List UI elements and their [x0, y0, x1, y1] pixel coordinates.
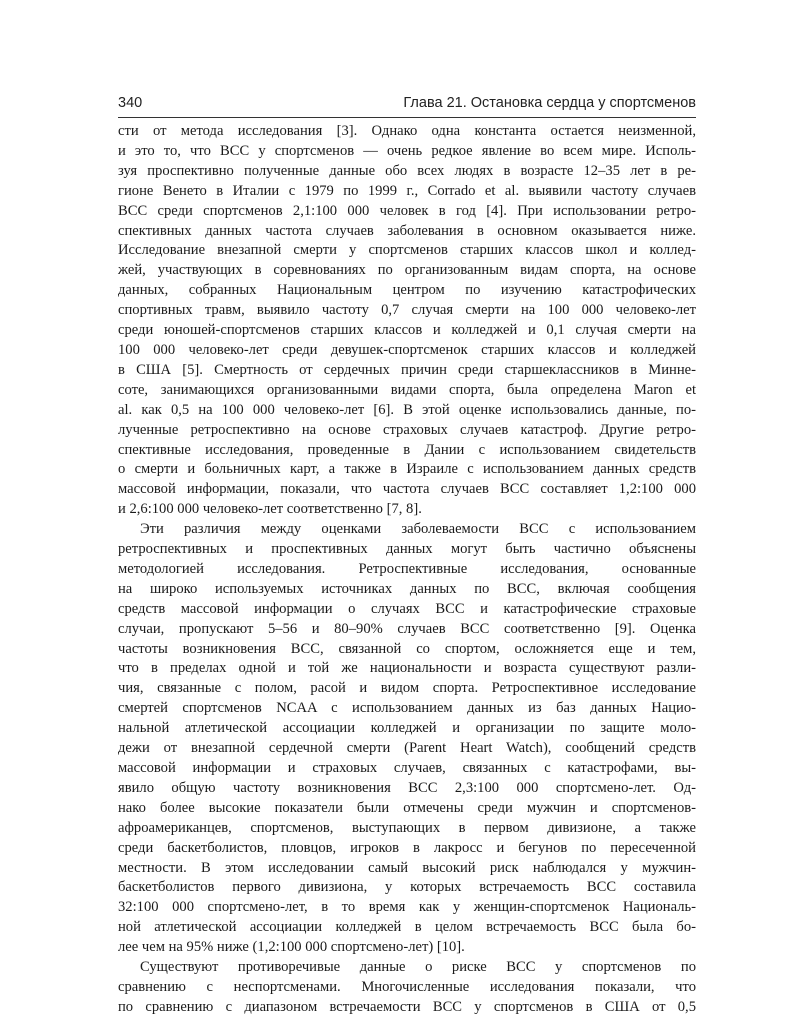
text-line: лее чем на 95% ниже (1,2:100 000 спортсмено-лет) [10]. [118, 939, 465, 956]
text-line: среди юношей-спортсменов старших классов и колледжей и 0,1 случая смерти на [118, 322, 696, 339]
running-header [118, 95, 696, 115]
text-line: среди баскетболистов, пловцов, игроков в лакросс и бегунов по пересеченной [118, 839, 696, 856]
text-line: соте, занимающихся организованными видами спорта, была определена Maron et [118, 381, 696, 398]
text-line: спортивных травм, выявило частоту 0,7 случая смерти на 100 000 человеко-лет [118, 302, 696, 319]
text-line: массовой информации, показали, что частота случаев ВСС составляет 1,2:100 000 [118, 481, 696, 498]
text-line: сравнению с неспортсменами. Многочисленные исследования показали, что [118, 978, 696, 995]
text-line: частоты возникновения ВСС, связанной со спортом, осложняется еще и тем, [118, 640, 696, 657]
text-line: ной атлетической ассоциации колледжей в целом встречаемость ВСС была бо- [118, 919, 696, 936]
text-line: зуя проспективно полученные данные обо всех людях в возрасте 12–35 лет в ре- [118, 162, 696, 179]
text-line: случаи, пропускают 5–56 и 80–90% случаев ВСС соответственно [9]. Оценка [118, 620, 696, 637]
text-line: массовой информации и страховых случаев, связанных с катастрофами, вы- [118, 760, 696, 776]
text-line: и это то, что ВСС у спортсменов — очень редкое явление во всем мире. Исполь- [118, 142, 696, 159]
text-line: Существуют противоречивые данные о риске ВСС у спортсменов по [140, 959, 696, 976]
text-line: жей, участвующих в соревнованиях по организованным видам спорта, на основе [118, 262, 696, 279]
text-line: методологией исследования. Ретроспективные исследования, основанные [118, 560, 696, 577]
text-line: чия, связанные с полом, расой и видом спорта. Ретроспективное исследование [118, 680, 696, 697]
text-line: местности. В этом исследовании самый высокий риск наблюдался у мужчин- [118, 859, 696, 876]
body-text [118, 122, 696, 1018]
text-line: спективных данных частота случаев заболевания в основном оказывается ниже. [118, 222, 696, 239]
text-line: о смерти и больничных карт, а также в Израиле с использованием данных средств [118, 461, 696, 478]
text-line: лученные ретроспективно на основе страховых случаев катастроф. Другие ретро- [118, 421, 696, 438]
text-line: по сравнению с диапазоном встречаемости ВСС у спортсменов в США от 0,5 [118, 998, 696, 1015]
text-line: в США [5]. Смертность от сердечных причин среди старшеклассников в Минне- [118, 361, 696, 378]
text-line: дежи от внезапной сердечной смерти (Parent Heart Watch), сообщений средств [118, 740, 696, 757]
text-line: сти от метода исследования [3]. Однако одна константа остается неизменной, [118, 123, 696, 139]
text-line: ВСС среди спортсменов 2,1:100 000 человек в год [4]. При использовании ретро- [118, 202, 696, 219]
text-line: Эти различия между оценками заболеваемости ВСС с использованием [140, 521, 696, 538]
text-line: 32:100 000 спортсмено-лет, в то время как у женщин-спортсменок Националь- [118, 899, 696, 916]
text-line: 100 000 человеко-лет среди девушек-спортсменок старших классов и колледжей [118, 341, 696, 358]
text-line: и 2,6:100 000 человеко-лет соответственно [7, 8]. [118, 501, 422, 518]
text-line: нако более высокие показатели были отмечены среди мужчин и спортсменов- [118, 799, 696, 816]
text-line: данных, собранных Национальным центром по изучению катастрофических [118, 282, 696, 299]
text-line: гионе Венето в Италии с 1979 по 1999 г., Corrado et al. выявили частоту случаев [118, 182, 696, 199]
text-line: al. как 0,5 на 100 000 человеко-лет [6]. В этой оценке использовались данные, по- [118, 401, 696, 418]
text-line: Исследование внезапной смерти у спортсменов старших классов школ и коллед- [118, 242, 696, 259]
text-line: на широко используемых источниках данных по ВСС, включая сообщения [118, 580, 696, 597]
chapter-title: Глава 21. Остановка сердца у спортсменов [403, 95, 696, 111]
text-line: ретроспективных и проспективных данных могут быть частично объяснены [118, 541, 696, 558]
text-line: спективные исследования, проведенные в Дании с использованием свидетельств [118, 441, 696, 458]
text-line: баскетболистов первого дивизиона, у которых встречаемость ВСС составила [118, 879, 696, 896]
text-line: афроамериканцев, спортсменов, выступающих в первом дивизионе, а также [118, 819, 696, 836]
text-line: смертей спортсменов NCAA с использованием данных из баз данных Нацио- [118, 700, 696, 717]
text-line: нальной атлетической ассоциации колледжей и организации по защите моло- [118, 720, 696, 737]
text-line: средств массовой информации о случаях ВСС и катастрофические страховые [118, 600, 696, 617]
header-rule [118, 117, 696, 118]
text-line: явило общую частоту возникновения ВСС 2,3:100 000 спортсмено-лет. Од- [118, 779, 696, 796]
page-number: 340 [118, 95, 143, 111]
text-line: что в пределах одной и той же национальности и возраста существуют разли- [118, 660, 696, 677]
